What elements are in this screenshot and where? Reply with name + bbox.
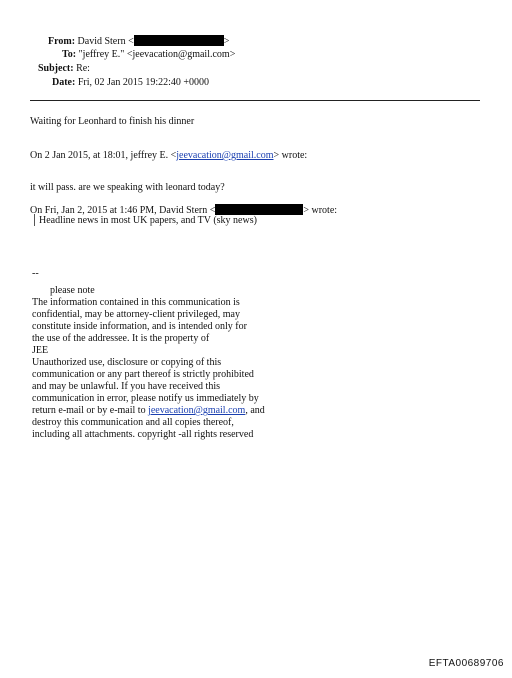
disclaimer-line: Unauthorized use, disclosure or copying of this: [32, 357, 222, 368]
quote2-prefix: On Fri, Jan 2, 2015 at 1:46 PM, David Stern <: [30, 205, 216, 216]
document-id: EFTA00689706: [428, 658, 504, 669]
quote2-suffix: > wrote:: [303, 205, 338, 216]
disclaimer-line: JEE: [32, 345, 49, 356]
to-label: To:: [62, 49, 77, 60]
subject-label: Subject:: [38, 63, 74, 74]
disclaimer-line: the use of the addressee. It is the property of: [32, 333, 210, 344]
redaction-box: [134, 35, 224, 46]
quote1-text: it will pass. are we speaking with leonard today?: [30, 182, 225, 193]
header-divider: [30, 100, 480, 101]
disclaimer-line: confidential, may be attorney-client privileged, may: [32, 309, 240, 320]
email-link[interactable]: jeevacation@gmail.com: [176, 150, 274, 161]
quote2-text: Headline news in most UK papers, and TV (sky news): [39, 215, 257, 226]
redaction-box: [215, 204, 303, 215]
from-suffix: >: [223, 36, 230, 47]
email-link[interactable]: jeevacation@gmail.com: [148, 405, 246, 416]
from-label: From:: [48, 36, 76, 47]
disclaimer-line: and may be unlawful. If you have received this: [32, 381, 220, 392]
please-note: please note: [50, 285, 95, 296]
disclaimer-line: [32, 405, 265, 417]
to-value: "jeffrey E." <jeevacation@gmail.com>: [78, 49, 236, 60]
date-label: Date:: [52, 77, 76, 88]
disclaimer-line: including all attachments. copyright -all rights reserved: [32, 429, 254, 440]
email-line-suffix: , and: [245, 405, 265, 416]
from-value: David Stern <: [77, 36, 134, 47]
subject-value: Re:: [76, 63, 90, 74]
signature-dashes: --: [32, 268, 39, 279]
date-value: Fri, 02 Jan 2015 19:22:40 +0000: [77, 77, 210, 88]
quote-bar: [34, 214, 35, 226]
disclaimer-line: destroy this communication and all copies thereof,: [32, 417, 234, 428]
quote1-prefix: On 2 Jan 2015, at 18:01, jeffrey E. <: [30, 150, 177, 161]
from-row: [48, 35, 229, 48]
to-row: [62, 49, 235, 61]
reply-line: Waiting for Leonhard to finish his dinner: [30, 116, 195, 127]
subject-row: [38, 63, 90, 75]
email-line-prefix: return e-mail or by e-mail to: [32, 405, 149, 416]
disclaimer-line: communication in error, please notify us immediately by: [32, 393, 259, 404]
disclaimer-line: The information contained in this communication is: [32, 297, 240, 308]
disclaimer-line: communication or any part thereof is strictly prohibited: [32, 369, 254, 380]
quote1-suffix: > wrote:: [273, 150, 308, 161]
disclaimer-block: [32, 297, 265, 441]
date-row: [52, 77, 209, 89]
quote1-attribution: [30, 150, 307, 162]
disclaimer-line: constitute inside information, and is intended only for: [32, 321, 247, 332]
